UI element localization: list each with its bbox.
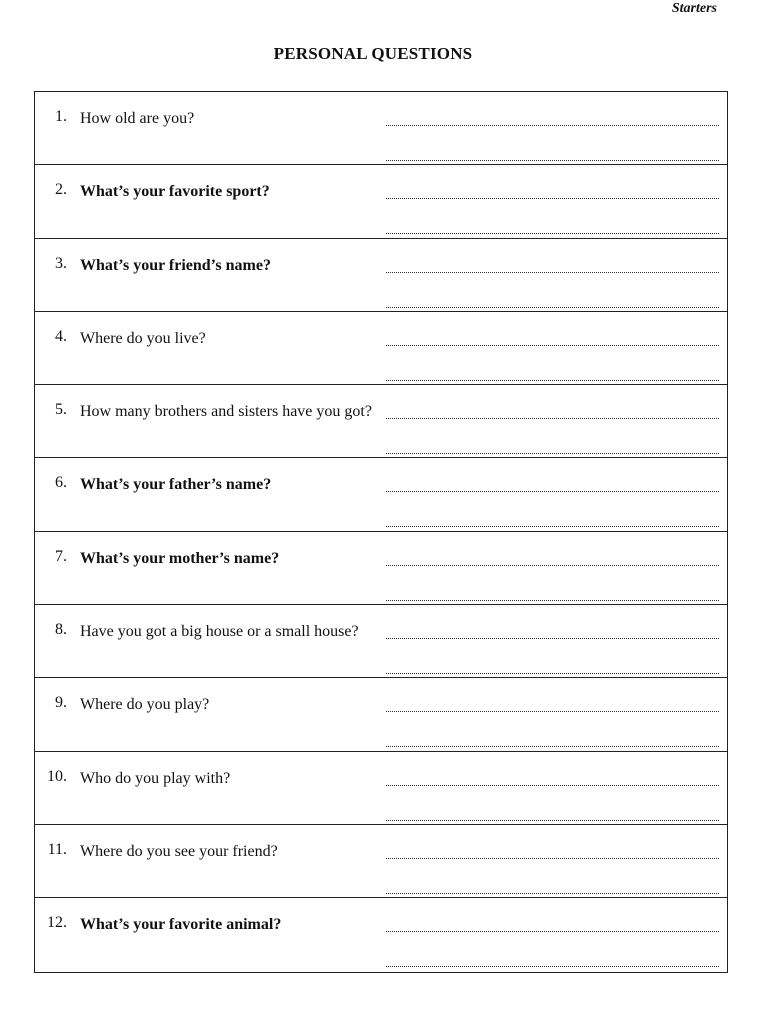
question-row: [35, 752, 727, 825]
page-title: PERSONAL QUESTIONS: [273, 44, 473, 63]
question-row: [35, 92, 727, 165]
question-number: 5.: [55, 401, 67, 419]
answer-line[interactable]: [386, 418, 719, 419]
question-text: What’s your favorite sport?: [80, 183, 270, 201]
answer-line[interactable]: [386, 711, 719, 712]
question-row: [35, 312, 727, 385]
answer-line[interactable]: [386, 380, 719, 381]
question-text: Where do you live?: [80, 329, 206, 347]
question-text: What’s your mother’s name?: [80, 549, 280, 567]
question-number: 6.: [55, 474, 67, 492]
question-text: How old are you?: [80, 110, 195, 127]
answer-line[interactable]: [386, 820, 719, 821]
question-row: [35, 532, 727, 605]
question-text: Have you got a big house or a small house?: [80, 623, 359, 641]
answer-line[interactable]: [386, 565, 719, 566]
question-number: 3.: [55, 254, 67, 272]
answer-line[interactable]: [386, 893, 719, 894]
question-number: 11.: [47, 840, 67, 858]
question-table: [34, 91, 728, 973]
question-text: Where do you play?: [80, 696, 210, 714]
answer-line[interactable]: [386, 491, 719, 492]
answer-line[interactable]: [386, 638, 719, 639]
question-number: 1.: [55, 108, 67, 125]
question-text: Where do you see your friend?: [80, 842, 278, 860]
question-number: 10.: [47, 767, 67, 785]
question-row: [35, 458, 727, 531]
answer-line[interactable]: [386, 125, 719, 126]
level-label: Starters: [671, 1, 717, 16]
question-row: [35, 165, 727, 238]
answer-line[interactable]: [386, 931, 719, 932]
question-number: 4.: [55, 327, 67, 345]
question-row: [35, 605, 727, 678]
answer-line[interactable]: [386, 233, 719, 234]
question-text: What’s your favorite animal?: [80, 916, 282, 934]
question-number: 2.: [55, 181, 67, 199]
question-text: What’s your father’s name?: [80, 476, 272, 494]
answer-line[interactable]: [386, 160, 719, 161]
question-text: How many brothers and sisters have you got?: [80, 403, 372, 421]
question-number: 8.: [55, 621, 67, 639]
question-row: [35, 385, 727, 458]
answer-line[interactable]: [386, 785, 719, 786]
answer-line[interactable]: [386, 966, 719, 967]
question-number: 9.: [55, 694, 67, 712]
answer-line[interactable]: [386, 526, 719, 527]
question-text: What’s your friend’s name?: [80, 256, 271, 274]
answer-line[interactable]: [386, 198, 719, 199]
question-number: 12.: [47, 914, 67, 932]
answer-line[interactable]: [386, 600, 719, 601]
answer-line[interactable]: [386, 453, 719, 454]
question-row: [35, 678, 727, 751]
question-row: [35, 898, 727, 971]
answer-line[interactable]: [386, 307, 719, 308]
question-row: [35, 825, 727, 898]
question-number: 7.: [55, 547, 67, 565]
answer-line[interactable]: [386, 746, 719, 747]
question-row: [35, 239, 727, 312]
answer-line[interactable]: [386, 345, 719, 346]
question-text: Who do you play with?: [80, 769, 231, 787]
answer-line[interactable]: [386, 272, 719, 273]
answer-line[interactable]: [386, 673, 719, 674]
answer-line[interactable]: [386, 858, 719, 859]
